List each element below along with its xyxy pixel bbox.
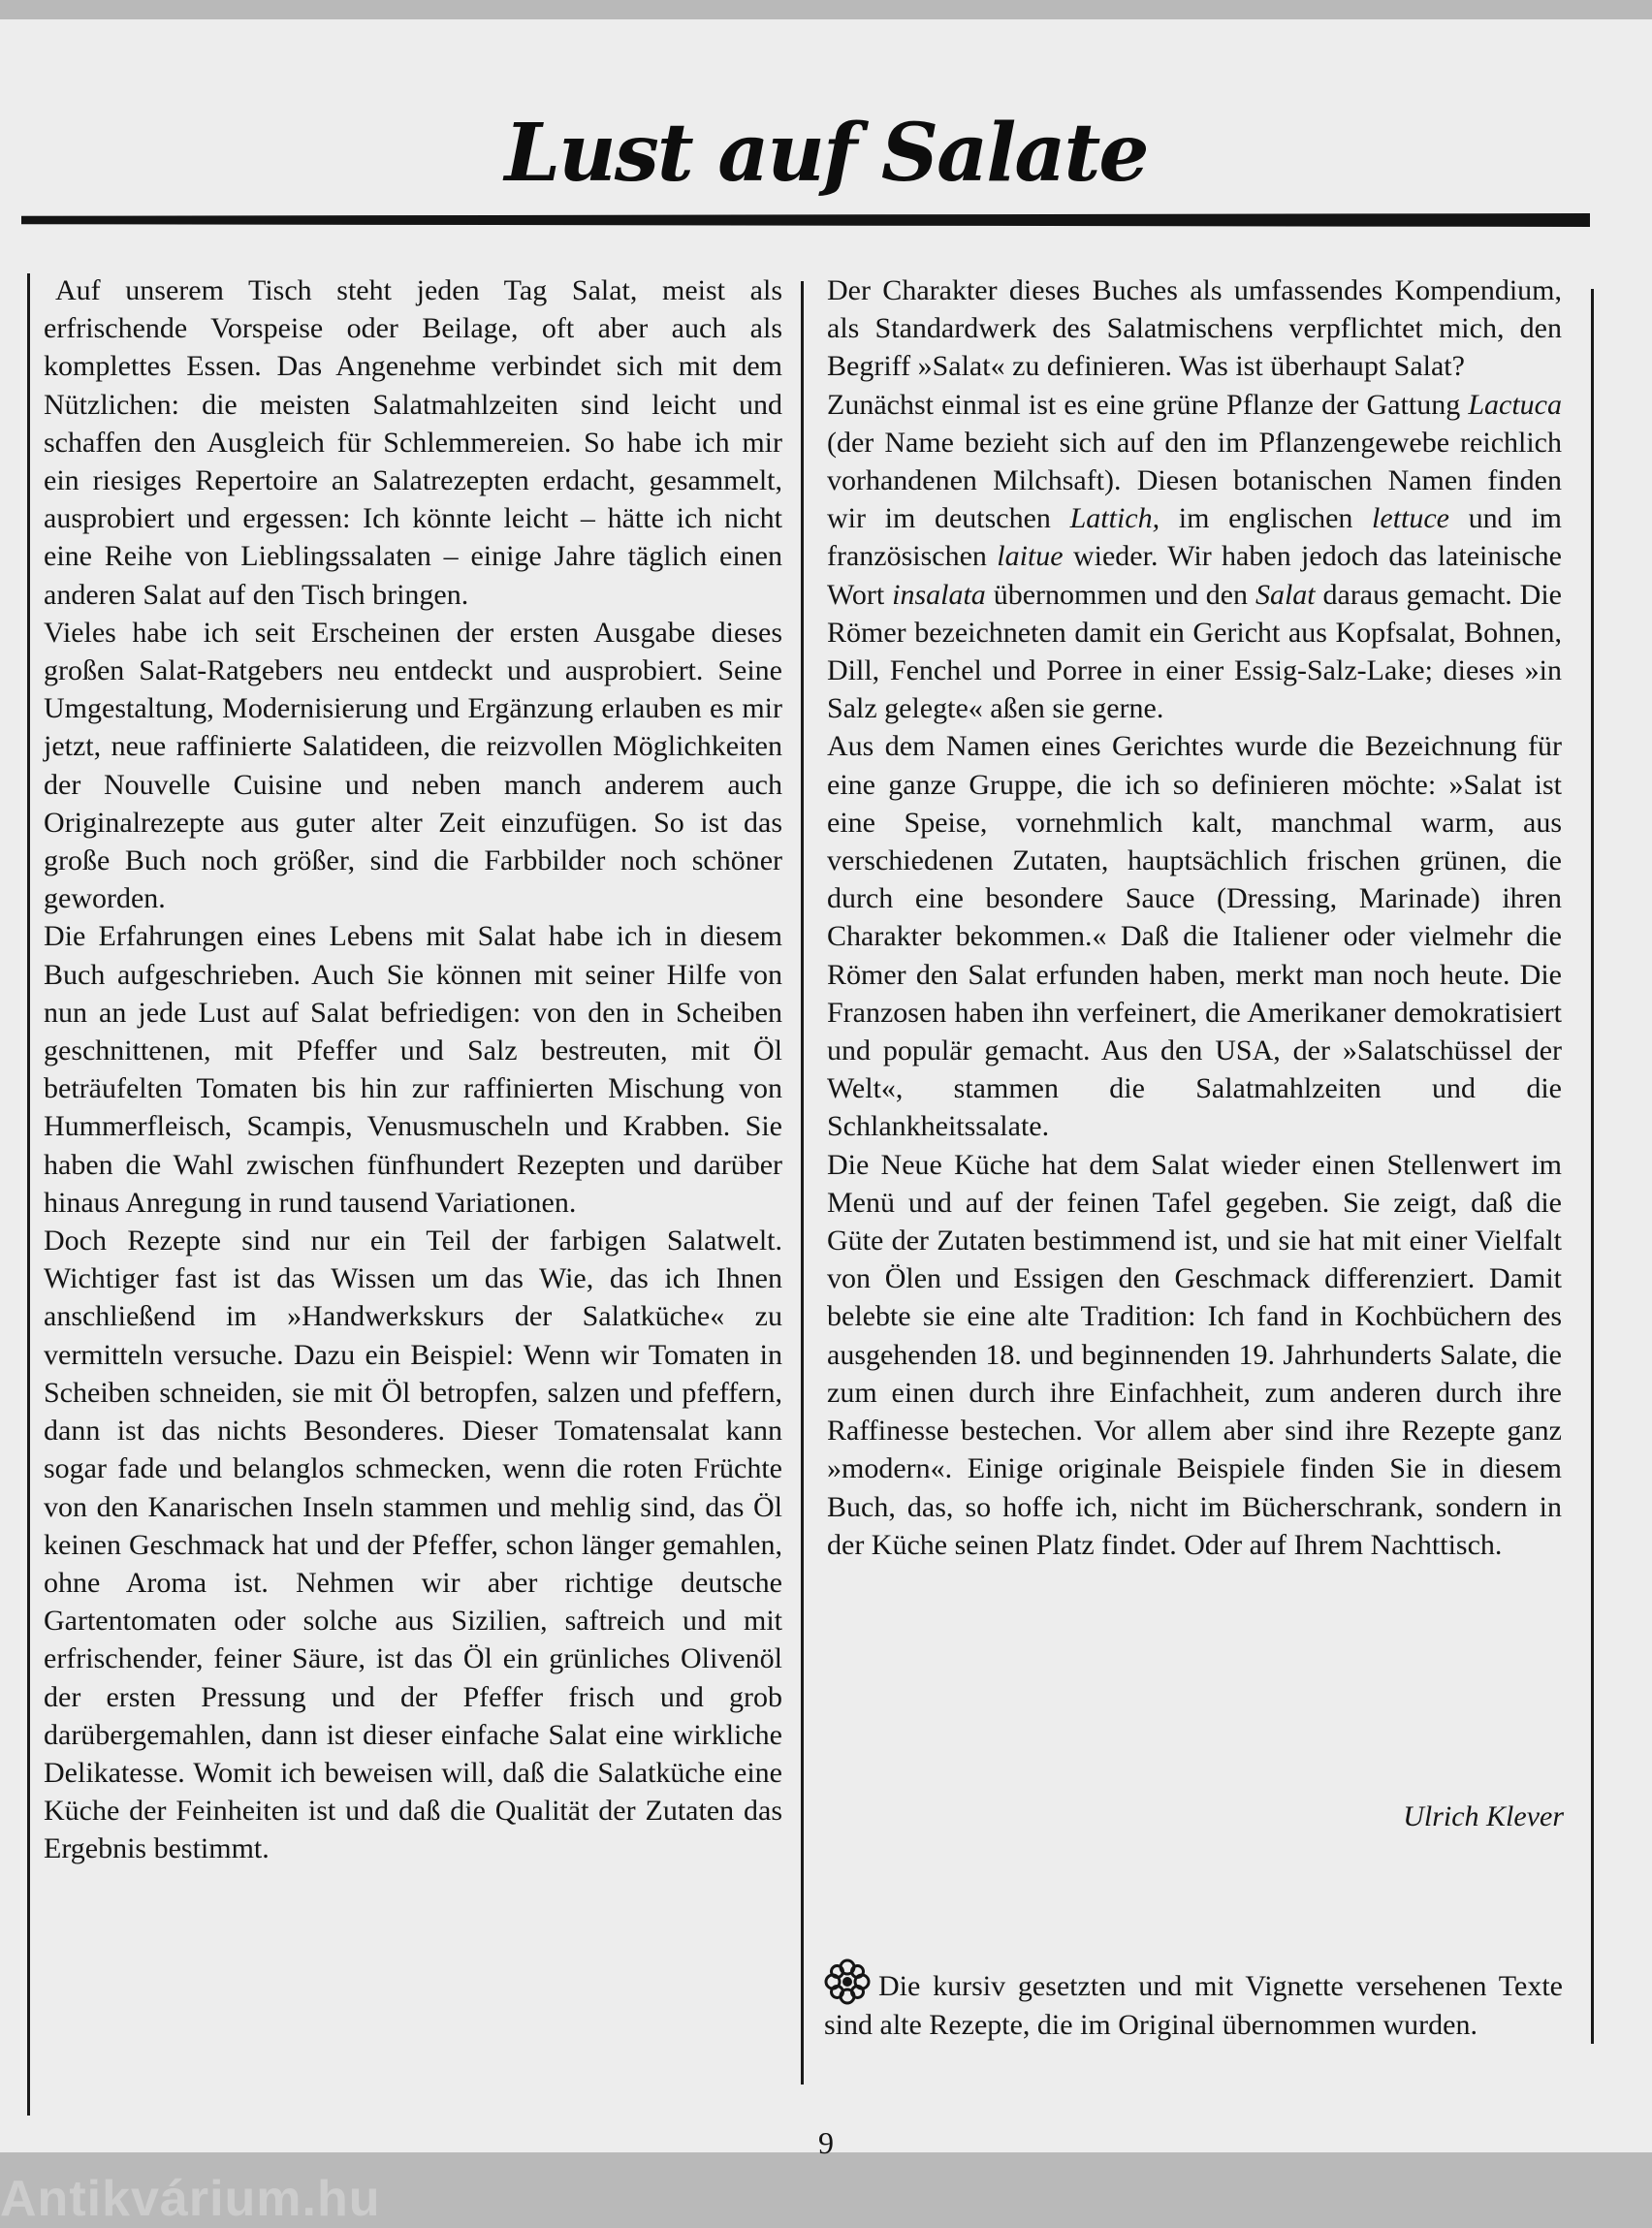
paragraph: Aus dem Namen eines Gerichtes wurde die Bezeichnung für eine ganze Gruppe, die ich so definieren möchte: »Salat ist eine Speise, vornehmlich kalt, manchmal warm, aus verschiedenen Zutaten, hauptsächlich frischen grünen, die durch eine besondere Sauce (Dressing, Marinade) ihren Charakter bekommen.« Daß die Italiener oder vielmehr die Römer den Salat erfunden haben, merkt man noch heute. Die Franzosen haben ihn verfeinert, die Amerikaner demokratisiert und populär gemacht. Aus den USA, der »Salatschüssel der Welt«, stammen die Salatmahlzeiten und die Schlankheitssalate. [827,730,1562,1143]
right-column [827,271,1562,1564]
vignette-flower-icon [824,1958,871,2005]
center-column-rule [801,281,804,2085]
paragraph: Doch Rezepte sind nur ein Teil der farbigen Salatwelt. Wichtiger fast ist das Wissen um das Wie, das ich Ihnen anschließend im »Handwerkskurs der Salatküche« zu vermitteln versuche. Dazu ein Beispiel: Wenn wir Tomaten in Scheiben schneiden, sie mit Öl betropfen, salzen und pfeffern, dann ist das nichts Besonderes. Dieser Tomatensalat kann sogar fade und belanglos schmecken, wenn die roten Früchte von den Kanarischen Inseln stammen und mehlig sind, das Öl keinen Geschmack hat und der Pfeffer, schon länger gemahlen, ohne Aroma ist. Nehmen wir aber richtige deutsche Gartentomaten oder solche aus Sizilien, saftreich und mit erfrischender, feiner Säure, ist das Öl ein grünliches Olivenöl der ersten Pressung und der Pfeffer frisch und grob darübergemahlen, dann ist dieser einfache Salat eine wirkliche Delikatesse. Womit ich beweisen will, daß die Salatküche eine Küche der Feinheiten ist und daß die Qualität der Zutaten das Ergebnis bestimmt. [44,1225,782,1865]
note-text: Die kursiv gesetzten und mit Vignette versehenen Texte sind alte Rezepte, die im Original übernommen wurden. [824,1970,1563,2041]
paragraph: Die Neue Küche hat dem Salat wieder einen Stellenwert im Menü und auf der feinen Tafel gegeben. Sie zeigt, daß die Güte der Zutaten bestimmend ist, und sie hat mit einer Vielfalt von Ölen und Essigen den Geschmack differenziert. Damit belebte sie eine alte Tradition: Ich fand in Kochbüchern des ausgehenden 18. und beginnenden 19. Jahrhunderts Salate, die zum einen durch ihre Einfachheit, zum anderen durch ihre Raffinesse bestechen. Vor allem aber sind ihre Rezepte ganz »modern«. Einige originale Beispiele finden Sie in diesem Buch, das, so hoffe ich, nicht im Bücherschrank, sondern in der Küche seinen Platz findet. Oder auf Ihrem Nachttisch. [827,1148,1562,1561]
paragraph: Die Erfahrungen eines Lebens mit Salat habe ich in diesem Buch aufgeschrieben. Auch Sie können mit seiner Hilfe von nun an jede Lust auf Salat befriedigen: von den in Scheiben geschnittenen, mit Pfeffer und Salz bestreuten, mit Öl beträufelten Tomaten bis hin zur raffinierten Mischung von Hummerfleisch, Scampis, Venusmuscheln und Krabben. Sie haben die Wahl zwischen fünfhundert Rezepten und darüber hinaus Anregung in rund tausend Variationen. [44,920,782,1219]
paragraph: Der Charakter dieses Buches als umfassendes Kompendium, als Standardwerk des Salatmischens verpflichtet mich, den Begriff »Salat« zu definieren. Was ist überhaupt Salat? [827,274,1562,383]
paragraph: Auf unserem Tisch steht jeden Tag Salat, meist als erfrischende Vorspeise oder Beilage, oft aber auch als komplettes Essen. Das Angenehme verbindet sich mit dem Nützlichen: die meisten Salatmahlzeiten sind leicht und schaffen den Ausgleich für Schlemmereien. So habe ich mir ein riesiges Repertoire an Salatrezepten erdacht, gesammelt, ausprobiert und ergessen: Ich könnte leicht – hätte ich nicht eine Reihe von Lieblingssalaten – einige Jahre täglich einen anderen Salat auf den Tisch bringen. [44,274,782,611]
left-column [44,271,782,1868]
page-number: 9 [818,2125,834,2160]
right-column-rule [1591,289,1594,2044]
paragraph: Vieles habe ich seit Erscheinen der ersten Ausgabe dieses großen Salat-Ratgebers neu entdeckt und ausprobiert. Seine Umgestaltung, Modernisierung und Ergänzung erlauben es mir jetzt, neue raffinierte Salatideen, die reizvollen Möglichkeiten der Nouvelle Cuisine und neben manch anderem auch Originalrezepte aus guter alter Zeit einzufügen. So ist das große Buch noch größer, sind die Farbbilder noch schöner geworden. [44,616,782,915]
watermark-logo: Antikvárium.hu [0,2171,381,2227]
left-column-rule [27,273,30,2116]
author-signature: Ulrich Klever [1403,1800,1564,1832]
page-title: Lust auf Salate [504,107,1148,200]
paragraph: Zunächst einmal ist es eine grüne Pflanze der Gattung Lactuca (der Name bezieht sich auf den im Pflanzengewebe reichlich vorhandenen Milchsaft). Diesen botanischen Namen finden wir im deutschen Lattich, im englischen lettuce und im französischen laitue wieder. Wir haben jedoch das lateinische Wort insalata übernommen und den Salat daraus gemacht. Die Römer bezeichneten damit ein Gericht aus Kopfsalat, Bohnen, Dill, Fenchel und Porree in einer Essig-Salz-Lake; dieses »in Salz gelegte« aßen sie gerne. [827,388,1562,725]
vignette-note [824,1958,1563,2045]
